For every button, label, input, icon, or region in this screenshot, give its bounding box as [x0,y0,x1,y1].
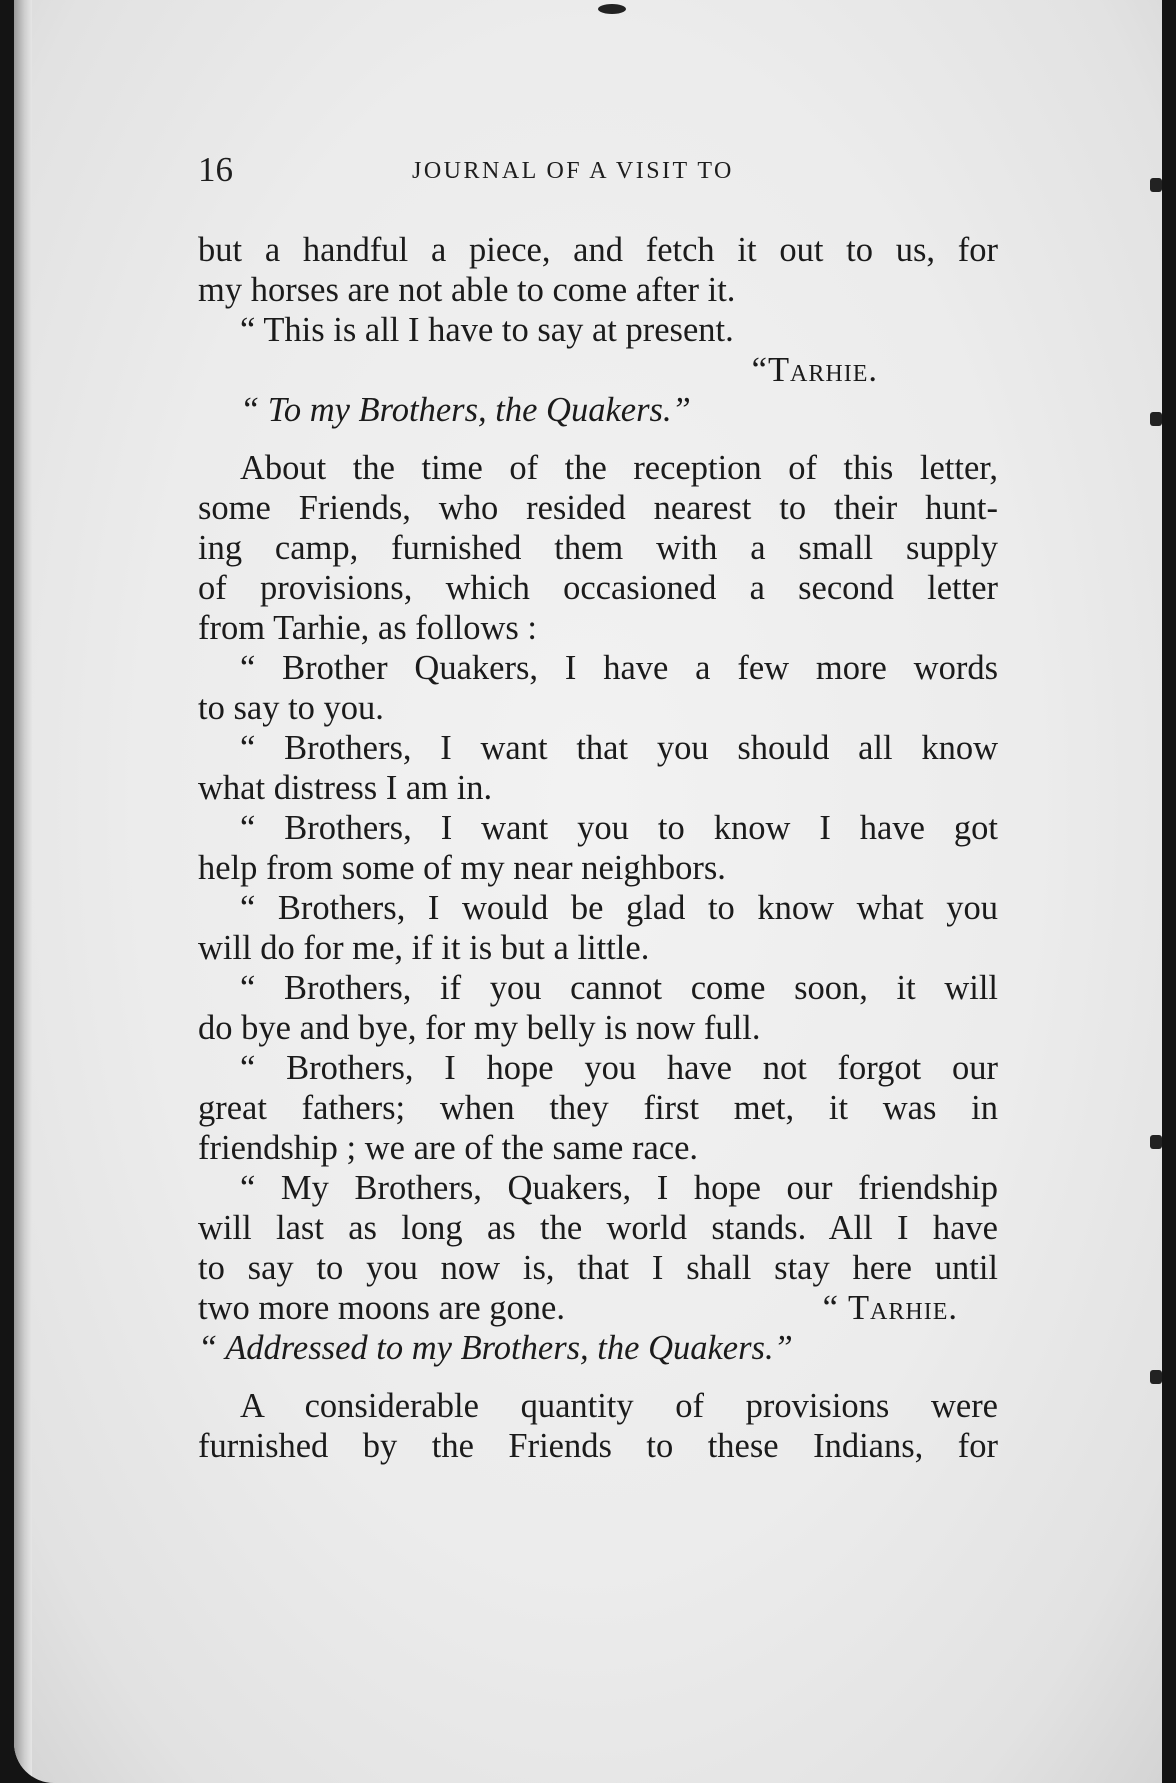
ink-smudge [598,4,626,14]
text-line: to say to you now is, that I shall stay here until [198,1249,998,1287]
text-line: but a handful a piece, and fetch it out to us, for [198,231,998,269]
text-line: “ Brothers, I want you to know I have got [240,809,998,847]
paragraph-gap [198,430,998,448]
edge-mark [1150,412,1162,426]
signature-tarhie: “ Tarhie. [822,1289,958,1327]
text-line: “ Brothers, I hope you have not forgot our [240,1049,998,1087]
text-line: “ Brothers, if you cannot come soon, it will [240,969,998,1007]
text-line: my horses are not able to come after it. [198,271,736,309]
text-line: “ This is all I have to say at present. [240,311,734,349]
text-line: some Friends, who resided nearest to their hunt- [198,489,998,527]
text-line: great fathers; when they first met, it was in [198,1089,998,1127]
text-line: to say to you. [198,689,384,727]
signature-tarhie: “Tarhie. [751,351,878,389]
text-line: “ My Brothers, Quakers, I hope our friendship [240,1169,998,1207]
text-line: will do for me, if it is but a little. [198,929,650,967]
text-line: will last as long as the world stands. All I have [198,1209,998,1247]
text-line: what distress I am in. [198,769,493,807]
edge-mark [1150,178,1162,192]
text-line: “ Brothers, I want that you should all know [240,729,998,767]
text-line: “ Brothers, I would be glad to know what you [240,889,998,927]
running-head: JOURNAL OF A VISIT TO [412,158,734,184]
page-spine-shadow [14,0,32,1783]
page-body [198,230,998,1466]
text-line: About the time of the reception of this letter, [240,449,998,487]
book-page [14,0,1162,1783]
page-header [198,150,998,190]
text-fragment: two more moons are gone. [198,1289,565,1327]
text-line: do bye and bye, for my belly is now full. [198,1009,761,1047]
text-line [198,1288,998,1328]
edge-mark [1150,1370,1162,1384]
paragraph-gap [198,1368,998,1386]
text-line: of provisions, which occasioned a second letter [198,569,998,607]
text-line: furnished by the Friends to these Indians, for [198,1427,998,1465]
text-line: from Tarhie, as follows : [198,609,538,647]
text-line: “ Brother Quakers, I have a few more words [240,649,998,687]
letter-address: “ Addressed to my Brothers, the Quakers.” [198,1329,793,1367]
text-line: ing camp, furnished them with a small supply [198,529,998,567]
text-line: friendship ; we are of the same race. [198,1129,699,1167]
edge-mark [1150,1135,1162,1149]
page-number: 16 [198,150,233,189]
letter-address: “ To my Brothers, the Quakers.” [240,391,691,429]
text-line: help from some of my near neighbors. [198,849,726,887]
text-line: A considerable quantity of provisions were [240,1387,998,1425]
